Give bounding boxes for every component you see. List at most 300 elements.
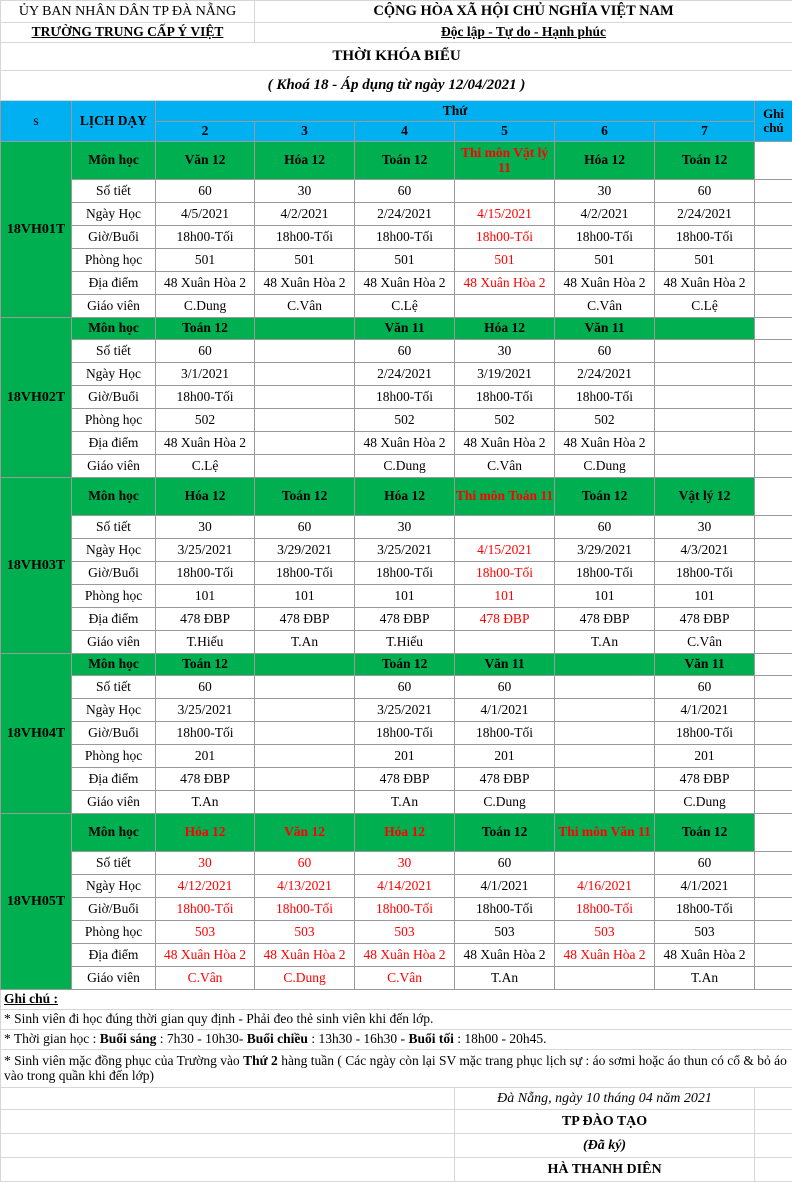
note-cell <box>755 249 792 272</box>
subject-cell: Văn 12 <box>255 814 355 852</box>
teacher-cell: C.Vân <box>255 295 355 318</box>
time-cell: 18h00-Tối <box>555 562 655 585</box>
note-line: hàng tuần ( Các ngày còn lại SV mặc trang phục lịch sự : áo sơmi hoặc áo thun có cổ & bỏ áo vào trong quần khi đến lớp) <box>4 1052 787 1083</box>
subject-cell: Thi môn Toán 11 <box>455 478 555 516</box>
location-cell: 48 Xuân Hòa 2 <box>655 944 755 967</box>
teacher-cell: T.An <box>255 631 355 654</box>
note-cell <box>755 386 792 409</box>
periods-cell: 30 <box>455 340 555 363</box>
row-label: Giáo viên <box>72 631 156 654</box>
room-cell: 201 <box>655 745 755 768</box>
periods-cell: 60 <box>156 340 255 363</box>
teacher-row <box>1 967 792 990</box>
note-cell <box>755 654 792 676</box>
signature-row <box>1 1110 792 1134</box>
location-cell: 48 Xuân Hòa 2 <box>255 944 355 967</box>
teacher-cell: C.Dung <box>555 455 655 478</box>
date-cell: 4/14/2021 <box>355 875 455 898</box>
blank-cell <box>755 1088 792 1110</box>
teacher-cell: C.Vân <box>455 455 555 478</box>
note-cell <box>755 516 792 539</box>
date-cell: 4/1/2021 <box>655 875 755 898</box>
notes-heading: Ghi chú : <box>4 991 59 1007</box>
note-line: : 18h00 - 20h45. <box>453 1031 547 1047</box>
date-cell: 3/25/2021 <box>355 539 455 562</box>
periods-cell: 30 <box>156 516 255 539</box>
teacher-cell: C.Vân <box>156 967 255 990</box>
date-cell: 4/1/2021 <box>455 875 555 898</box>
class-name: 18VH03T <box>1 478 72 654</box>
periods-cell <box>455 180 555 203</box>
time-cell: 18h00-Tối <box>355 722 455 745</box>
teacher-cell: C.Dung <box>655 791 755 814</box>
row-label: Giáo viên <box>72 455 156 478</box>
periods-cell: 60 <box>355 180 455 203</box>
time-cell: 18h00-Tối <box>655 722 755 745</box>
time-cell <box>255 722 355 745</box>
location-cell: 478 ĐBP <box>555 608 655 631</box>
time-cell <box>655 386 755 409</box>
notes-heading-row <box>1 990 792 1010</box>
day-header: 5 <box>455 122 555 142</box>
room-cell <box>655 409 755 432</box>
subject-cell: Thi môn Vật lý 11 <box>455 142 555 180</box>
note-cell <box>755 180 792 203</box>
time-cell: 18h00-Tối <box>255 226 355 249</box>
date-cell: 3/25/2021 <box>156 539 255 562</box>
note-cell <box>755 921 792 944</box>
subject-cell: Vật lý 12 <box>655 478 755 516</box>
subject-cell: Hóa 12 <box>355 814 455 852</box>
note-cell <box>755 745 792 768</box>
note-cell <box>755 898 792 921</box>
note-cell <box>755 455 792 478</box>
room-cell: 201 <box>355 745 455 768</box>
date-cell <box>655 363 755 386</box>
class-name: 18VH01T <box>1 142 72 318</box>
subject-cell <box>255 318 355 340</box>
col-lich-header: LỊCH DẠY <box>72 101 156 142</box>
row-label: Ngày Học <box>72 699 156 722</box>
date-row <box>1 203 792 226</box>
note-cell <box>755 676 792 699</box>
periods-row <box>1 180 792 203</box>
teacher-cell: T.An <box>555 631 655 654</box>
blank-cell <box>1 1110 455 1134</box>
room-cell: 503 <box>156 921 255 944</box>
date-cell <box>555 699 655 722</box>
note-cell <box>755 608 792 631</box>
signature-row <box>1 1088 792 1110</box>
note-cell <box>755 699 792 722</box>
date-cell: 2/24/2021 <box>655 203 755 226</box>
time-cell: 18h00-Tối <box>555 226 655 249</box>
location-row <box>1 272 792 295</box>
time-cell: 18h00-Tối <box>555 386 655 409</box>
room-cell <box>255 409 355 432</box>
location-cell: 48 Xuân Hòa 2 <box>555 944 655 967</box>
location-cell: 48 Xuân Hòa 2 <box>455 944 555 967</box>
periods-cell <box>255 676 355 699</box>
note-cell <box>755 875 792 898</box>
subject-cell: Toán 12 <box>455 814 555 852</box>
blank-cell <box>1 1088 455 1110</box>
note-cell <box>755 967 792 990</box>
subject-cell: Toán 12 <box>655 142 755 180</box>
teacher-cell: T.An <box>156 791 255 814</box>
periods-cell <box>555 852 655 875</box>
nation-name: CỘNG HÒA XÃ HỘI CHỦ NGHĨA VIỆT NAM <box>255 1 792 23</box>
row-label: Môn học <box>72 478 156 516</box>
teacher-cell: C.Dung <box>355 455 455 478</box>
room-cell: 503 <box>555 921 655 944</box>
location-cell: 478 ĐBP <box>355 768 455 791</box>
periods-cell: 60 <box>255 516 355 539</box>
location-cell <box>255 768 355 791</box>
date-cell: 4/1/2021 <box>655 699 755 722</box>
row-label: Số tiết <box>72 676 156 699</box>
row-label: Địa điểm <box>72 272 156 295</box>
row-label: Phòng học <box>72 249 156 272</box>
periods-cell: 60 <box>156 676 255 699</box>
note-cell <box>755 814 792 852</box>
teacher-row <box>1 631 792 654</box>
periods-cell: 60 <box>355 676 455 699</box>
date-cell: 4/2/2021 <box>555 203 655 226</box>
row-label: Giờ/Buổi <box>72 386 156 409</box>
time-cell: 18h00-Tối <box>355 562 455 585</box>
note-cell <box>755 363 792 386</box>
note-cell <box>755 768 792 791</box>
teacher-cell: C.Vân <box>555 295 655 318</box>
date-cell: 3/25/2021 <box>355 699 455 722</box>
location-cell: 48 Xuân Hòa 2 <box>355 944 455 967</box>
teacher-cell <box>255 455 355 478</box>
periods-cell: 60 <box>555 340 655 363</box>
teacher-cell: T.Hiếu <box>156 631 255 654</box>
note-cell <box>755 295 792 318</box>
time-row <box>1 562 792 585</box>
location-cell: 478 ĐBP <box>455 768 555 791</box>
time-cell: 18h00-Tối <box>255 562 355 585</box>
note-cell <box>755 318 792 340</box>
periods-cell: 30 <box>555 180 655 203</box>
col-ghichu-header: Ghi chú <box>755 101 792 142</box>
note-cell <box>755 852 792 875</box>
row-label: Giờ/Buổi <box>72 722 156 745</box>
date-cell <box>255 699 355 722</box>
teacher-cell <box>255 791 355 814</box>
periods-cell: 60 <box>655 180 755 203</box>
row-label: Phòng học <box>72 745 156 768</box>
teacher-row <box>1 295 792 318</box>
teacher-row <box>1 791 792 814</box>
note-emphasis: Thứ 2 <box>243 1052 278 1068</box>
row-label: Ngày Học <box>72 875 156 898</box>
subject-cell: Toán 12 <box>255 478 355 516</box>
note-row <box>1 1050 792 1088</box>
periods-cell <box>655 340 755 363</box>
location-cell: 478 ĐBP <box>355 608 455 631</box>
periods-cell: 60 <box>455 676 555 699</box>
subject-cell: Toán 12 <box>156 654 255 676</box>
room-cell: 101 <box>156 585 255 608</box>
room-cell: 201 <box>156 745 255 768</box>
row-label: Phòng học <box>72 409 156 432</box>
row-label: Môn học <box>72 814 156 852</box>
room-cell: 502 <box>555 409 655 432</box>
note-emphasis: Buổi tối <box>408 1031 454 1047</box>
note-cell <box>755 272 792 295</box>
periods-cell: 60 <box>655 852 755 875</box>
date-cell: 4/1/2021 <box>455 699 555 722</box>
class-name: 18VH05T <box>1 814 72 990</box>
date-cell: 4/15/2021 <box>455 539 555 562</box>
time-cell <box>255 386 355 409</box>
location-row <box>1 944 792 967</box>
time-row <box>1 898 792 921</box>
room-cell: 101 <box>255 585 355 608</box>
periods-cell: 60 <box>156 180 255 203</box>
periods-cell: 30 <box>355 852 455 875</box>
date-cell: 3/29/2021 <box>555 539 655 562</box>
teacher-cell: T.An <box>455 967 555 990</box>
room-row <box>1 249 792 272</box>
note-line: * Sinh viên mặc đồng phục của Trường vào <box>4 1052 244 1068</box>
row-label: Giáo viên <box>72 967 156 990</box>
location-cell: 48 Xuân Hòa 2 <box>655 272 755 295</box>
time-cell: 18h00-Tối <box>455 562 555 585</box>
room-row <box>1 745 792 768</box>
subject-cell: Toán 12 <box>355 142 455 180</box>
room-cell: 502 <box>455 409 555 432</box>
time-cell <box>555 722 655 745</box>
day-header: 6 <box>555 122 655 142</box>
row-label: Ngày Học <box>72 363 156 386</box>
row-label: Địa điểm <box>72 944 156 967</box>
location-cell <box>655 432 755 455</box>
note-cell <box>755 944 792 967</box>
date-row <box>1 875 792 898</box>
subject-cell: Hóa 12 <box>156 814 255 852</box>
time-cell: 18h00-Tối <box>255 898 355 921</box>
note-row <box>1 1010 792 1030</box>
room-cell: 501 <box>156 249 255 272</box>
subject-row <box>1 318 792 340</box>
date-cell: 3/25/2021 <box>156 699 255 722</box>
room-cell: 501 <box>555 249 655 272</box>
subject-cell <box>255 654 355 676</box>
location-cell: 478 ĐBP <box>255 608 355 631</box>
class-name: 18VH02T <box>1 318 72 478</box>
teacher-cell: C.Lệ <box>156 455 255 478</box>
room-cell <box>555 745 655 768</box>
col-thu-header: Thứ <box>156 101 755 122</box>
date-cell: 4/12/2021 <box>156 875 255 898</box>
location-cell: 48 Xuân Hòa 2 <box>156 432 255 455</box>
department-name: TP ĐÀO TẠO <box>455 1110 755 1134</box>
teacher-cell <box>555 967 655 990</box>
blank-cell <box>755 1110 792 1134</box>
location-cell <box>555 768 655 791</box>
note-cell <box>755 791 792 814</box>
day-header: 7 <box>655 122 755 142</box>
location-row <box>1 768 792 791</box>
room-row <box>1 921 792 944</box>
note-cell <box>755 539 792 562</box>
periods-row <box>1 676 792 699</box>
periods-cell: 60 <box>255 852 355 875</box>
room-cell: 501 <box>355 249 455 272</box>
date-cell: 4/2/2021 <box>255 203 355 226</box>
date-cell: 3/1/2021 <box>156 363 255 386</box>
note-cell <box>755 142 792 180</box>
time-cell: 18h00-Tối <box>355 386 455 409</box>
note-line: : 13h30 - 16h30 - <box>307 1031 409 1047</box>
periods-row <box>1 340 792 363</box>
time-cell: 18h00-Tối <box>455 386 555 409</box>
col-s-header: s <box>1 101 72 142</box>
date-cell: 4/16/2021 <box>555 875 655 898</box>
signed-note: (Đã ký) <box>455 1134 755 1158</box>
periods-cell: 30 <box>655 516 755 539</box>
periods-cell: 30 <box>355 516 455 539</box>
place-date: Đà Nẵng, ngày 10 tháng 04 năm 2021 <box>455 1088 755 1110</box>
note-cell <box>755 203 792 226</box>
time-row <box>1 386 792 409</box>
teacher-cell: C.Lệ <box>355 295 455 318</box>
periods-cell: 30 <box>255 180 355 203</box>
time-cell: 18h00-Tối <box>555 898 655 921</box>
teacher-cell: T.Hiếu <box>355 631 455 654</box>
date-cell: 4/13/2021 <box>255 875 355 898</box>
date-cell: 2/24/2021 <box>355 363 455 386</box>
row-label: Ngày Học <box>72 203 156 226</box>
subject-cell: Toán 12 <box>355 654 455 676</box>
time-row <box>1 722 792 745</box>
periods-cell: 60 <box>455 852 555 875</box>
subject-cell: Văn 12 <box>156 142 255 180</box>
note-cell <box>755 409 792 432</box>
subject-cell: Toán 12 <box>156 318 255 340</box>
room-cell: 501 <box>655 249 755 272</box>
room-cell: 502 <box>355 409 455 432</box>
signature-row <box>1 1158 792 1182</box>
location-cell: 48 Xuân Hòa 2 <box>555 432 655 455</box>
note-cell <box>755 585 792 608</box>
teacher-cell <box>655 455 755 478</box>
blank-cell <box>1 1158 455 1182</box>
date-row <box>1 539 792 562</box>
location-cell: 48 Xuân Hòa 2 <box>355 272 455 295</box>
note-row <box>1 1030 792 1050</box>
periods-cell: 60 <box>555 516 655 539</box>
room-row <box>1 585 792 608</box>
subject-cell: Toán 12 <box>555 478 655 516</box>
note-cell <box>755 722 792 745</box>
location-cell: 478 ĐBP <box>655 608 755 631</box>
page-title: THỜI KHÓA BIỂU <box>1 43 792 71</box>
row-label: Phòng học <box>72 921 156 944</box>
teacher-cell <box>455 295 555 318</box>
teacher-cell: C.Dung <box>255 967 355 990</box>
location-cell: 478 ĐBP <box>156 608 255 631</box>
time-cell: 18h00-Tối <box>156 562 255 585</box>
row-label: Giờ/Buổi <box>72 562 156 585</box>
date-cell: 4/3/2021 <box>655 539 755 562</box>
time-cell: 18h00-Tối <box>655 898 755 921</box>
note-emphasis: Buổi sáng <box>99 1031 157 1047</box>
class-name: 18VH04T <box>1 654 72 814</box>
teacher-cell: C.Dung <box>455 791 555 814</box>
blank-cell <box>755 1158 792 1182</box>
subject-cell <box>555 654 655 676</box>
day-header: 3 <box>255 122 355 142</box>
time-cell: 18h00-Tối <box>156 226 255 249</box>
date-cell <box>255 363 355 386</box>
room-cell: 503 <box>655 921 755 944</box>
time-cell: 18h00-Tối <box>355 226 455 249</box>
time-cell: 18h00-Tối <box>156 898 255 921</box>
room-cell: 101 <box>655 585 755 608</box>
row-label: Phòng học <box>72 585 156 608</box>
location-row <box>1 432 792 455</box>
location-cell: 48 Xuân Hòa 2 <box>455 272 555 295</box>
subject-cell: Văn 11 <box>455 654 555 676</box>
date-cell: 2/24/2021 <box>355 203 455 226</box>
note-line: * Thời gian học : <box>4 1031 100 1047</box>
row-label: Môn học <box>72 318 156 340</box>
subject-cell: Hóa 12 <box>255 142 355 180</box>
date-cell: 3/19/2021 <box>455 363 555 386</box>
room-cell: 503 <box>355 921 455 944</box>
location-cell <box>255 432 355 455</box>
teacher-cell <box>555 791 655 814</box>
row-label: Môn học <box>72 654 156 676</box>
location-cell: 478 ĐBP <box>455 608 555 631</box>
subject-cell: Toán 12 <box>655 814 755 852</box>
periods-cell <box>555 676 655 699</box>
row-label: Địa điểm <box>72 608 156 631</box>
periods-row <box>1 852 792 875</box>
time-cell: 18h00-Tối <box>156 722 255 745</box>
subject-row <box>1 478 792 516</box>
periods-row <box>1 516 792 539</box>
room-cell: 201 <box>455 745 555 768</box>
row-label: Ngày Học <box>72 539 156 562</box>
location-cell: 48 Xuân Hòa 2 <box>455 432 555 455</box>
date-cell: 4/5/2021 <box>156 203 255 226</box>
teacher-cell: T.An <box>655 967 755 990</box>
location-cell: 48 Xuân Hòa 2 <box>255 272 355 295</box>
time-cell: 18h00-Tối <box>655 226 755 249</box>
note-line: : 7h30 - 10h30- <box>156 1031 247 1047</box>
row-label: Số tiết <box>72 516 156 539</box>
subject-cell: Thi môn Văn 11 <box>555 814 655 852</box>
row-label: Giờ/Buổi <box>72 226 156 249</box>
room-cell: 501 <box>455 249 555 272</box>
blank-cell <box>755 1134 792 1158</box>
periods-cell: 60 <box>355 340 455 363</box>
periods-cell <box>455 516 555 539</box>
teacher-cell: C.Vân <box>655 631 755 654</box>
row-label: Giờ/Buổi <box>72 898 156 921</box>
row-label: Môn học <box>72 142 156 180</box>
subject-row <box>1 654 792 676</box>
teacher-row <box>1 455 792 478</box>
teacher-cell: C.Vân <box>355 967 455 990</box>
signer-name: HÀ THANH DIÊN <box>455 1158 755 1182</box>
